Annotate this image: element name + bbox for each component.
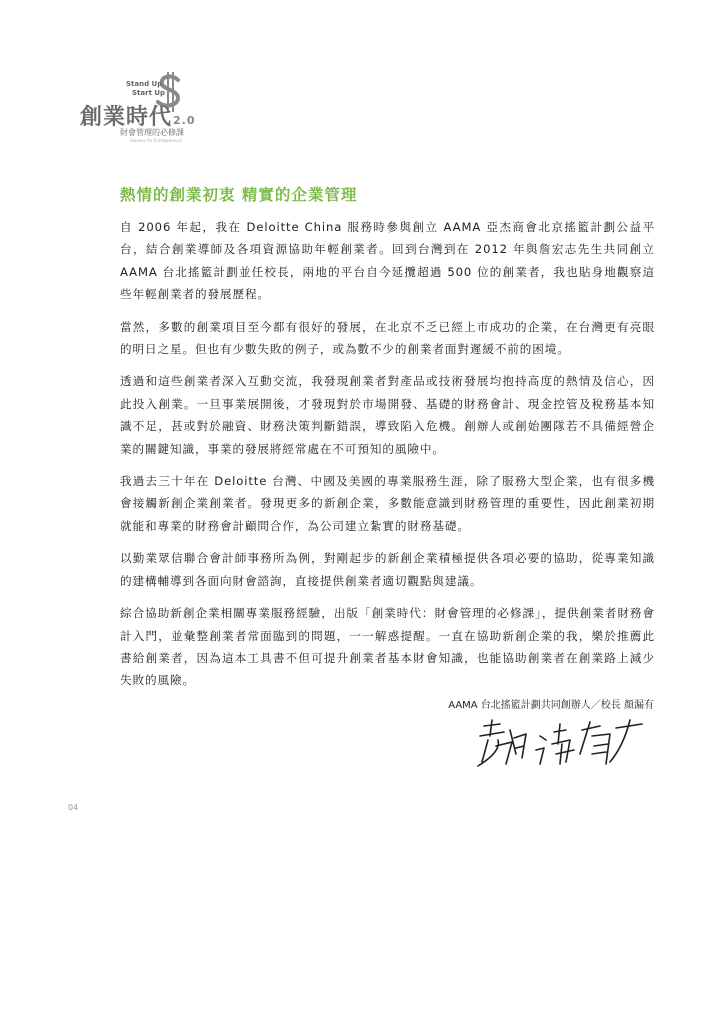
paragraph-2: 當然，多數的創業項目至今都有很好的發展，在北京不乏已經上市成功的企業，在台灣更有亮眼的明日之星。但也有少數失敗的例子，或為數不少的創業者面對遲緩不前的困境。 <box>120 319 655 357</box>
paragraph-4: 我過去三十年在 Deloitte 台灣、中國及美國的專業服務生涯，除了服務大型企業，也有很多機會接觸新創企業創業者。發現更多的新創企業，多數能意識到財務管理的重要性，因此創業初期就能和專業的財務會計顧問合作，為公司建立紮實的財務基礎。 <box>120 474 655 533</box>
paragraph-6: 綜合協助新創企業相關專業服務經驗，出版「創業時代：財會管理的必修課」，提供創業者財務會計入門，並彙整創業者常面臨到的問題，一一解惑提醒。一直在協助新創企業的我，樂於推薦此書給創業者，因為這本工具書不但可提升創業者基本財會知識，也能協助創業者在創業路上減少失敗的風險。 <box>120 606 655 688</box>
paragraph-3: 透過和這些創業者深入互動交流，我發現創業者對產品或技術發展均抱持高度的熱情及信心，因此投入創業。一旦事業展開後，才發現對於市場開發、基礎的財務會計、現金控管及稅務基本知識不足，甚或對於融資、財務決策判斷錯誤，導致陷入危機。創辦人或創始團隊若不具備經營企業的關鍵知識，事業的發展將經常處在不可預知的風險中。 <box>120 374 655 456</box>
logo-english-lines <box>126 80 165 98</box>
logo-stand-up: Stand Up <box>126 80 163 88</box>
paragraph-1: 自 2006 年起，我在 Deloitte China 服務時參與創立 AAMA 亞杰商會北京搖籃計劃公益平台，結合創業導師及各項資源協助年輕創業者。回到台灣到在 2012 年與詹宏志先生共同創立 AAMA 台北搖籃計劃並任校長，兩地的平台自今延攬超過 500 位的創業者，我也貼身地觀察這些年輕創業者的發展歷程。 <box>120 220 655 302</box>
page-number: 04 <box>68 803 79 812</box>
logo-title-text: 創業時代 <box>80 105 173 130</box>
logo-version: 2.0 <box>173 114 196 127</box>
article-body <box>120 216 655 702</box>
signer-line: AAMA 台北搖籃計劃共同創辦人／校長 顏漏有 <box>448 700 654 711</box>
logo-tagline: Lessons for Entrepreneurs <box>130 138 183 143</box>
book-logo <box>80 70 220 150</box>
article-title: 熱情的創業初衷 精實的企業管理 <box>120 186 358 204</box>
handwritten-signature <box>470 714 650 774</box>
logo-start-up: Start Up <box>132 89 166 97</box>
logo-subtitle: 財會管理的必修課 <box>120 128 184 137</box>
paragraph-5: 以勤業眾信聯合會計師事務所為例，對剛起步的新創企業積極提供各項必要的協助，從專業知識的建構輔導到各面向財會諮詢，直接提供創業者適切觀點與建議。 <box>120 551 655 588</box>
